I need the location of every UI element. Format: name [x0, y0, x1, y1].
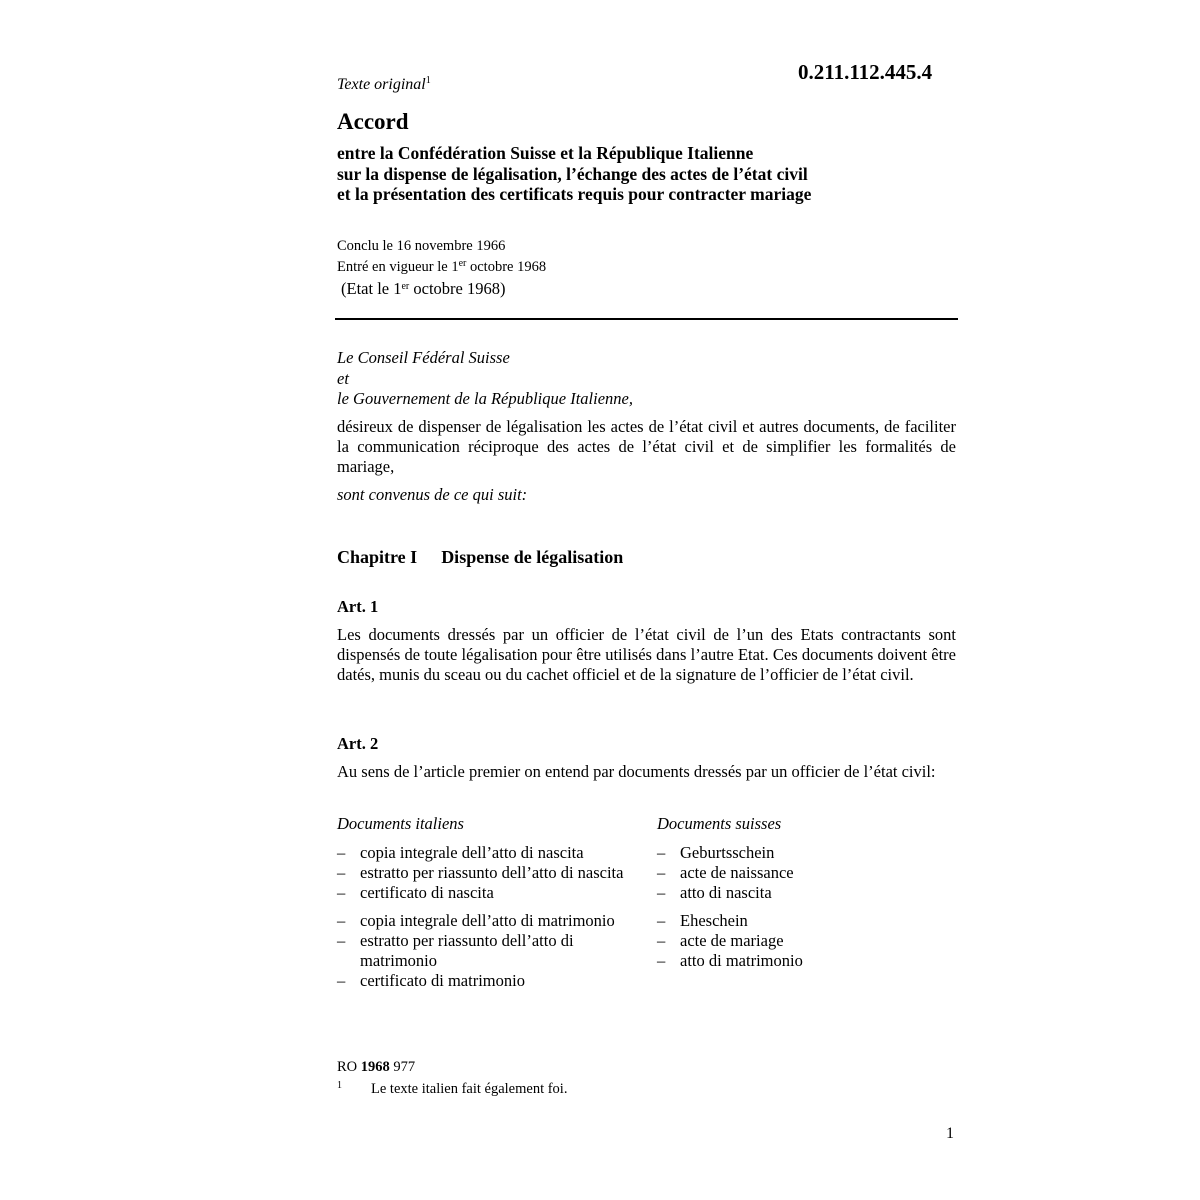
original-text: Texte original: [337, 76, 426, 93]
status-suffix: octobre 1968): [409, 279, 506, 298]
list-dash: –: [657, 931, 666, 950]
preamble-party-1: Le Conseil Fédéral Suisse: [337, 348, 510, 367]
footnote-text: Le texte italien fait également foi.: [371, 1081, 568, 1097]
list-item-text: copia integrale dell’atto di nascita: [360, 843, 584, 862]
list-item: [657, 931, 803, 951]
document-title: Accord: [337, 109, 409, 134]
list-dash: –: [337, 971, 346, 990]
list-item-continuation: [337, 951, 623, 971]
list-item: [337, 863, 623, 883]
list-item: [337, 971, 623, 991]
document-subtitle: [337, 143, 811, 205]
list-item-text: estratto per riassunto dell’atto di: [360, 931, 574, 950]
preamble-party-2: le Gouvernement de la République Italienne,: [337, 389, 633, 408]
list-item-text: acte de naissance: [680, 863, 794, 882]
list-item-text: Geburtsschein: [680, 843, 775, 862]
swiss-documents-heading: Documents suisses: [657, 814, 782, 833]
list-item: [337, 911, 623, 931]
chapter-title: Dispense de légalisation: [441, 547, 624, 567]
list-item-text: atto di matrimonio: [680, 951, 803, 970]
list-dash: –: [337, 883, 346, 902]
footnote-number: 1: [337, 1080, 342, 1091]
list-item: [657, 863, 803, 883]
subtitle-line: et la présentation des certificats requis pour contracter mariage: [337, 184, 812, 204]
list-item: [657, 951, 803, 971]
article-1-text: Les documents dressés par un officier de l’état civil de l’un des Etats contractants sont dispensés de toute légalisation pour être utilisés dans l’autre Etat. Ces documents doivent être datés, munis du sceau ou du cachet officiel et de la signature de l’officier de l’état civil.: [337, 625, 956, 684]
list-dash: –: [337, 843, 346, 862]
footnote-1: [337, 1080, 567, 1098]
status-sup: er: [401, 281, 410, 292]
page-number: 1: [946, 1125, 954, 1142]
in-force-suffix: octobre 1968: [466, 259, 547, 275]
list-item: [337, 931, 623, 951]
preamble-agreement: sont convenus de ce qui suit:: [337, 485, 528, 504]
list-dash: –: [337, 911, 346, 930]
official-compilation-reference: [337, 1059, 415, 1076]
subtitle-line: entre la Confédération Suisse et la République Italienne: [337, 143, 754, 163]
italian-documents-column: [337, 814, 623, 991]
list-item: [337, 883, 623, 903]
list-item-text: estratto per riassunto dell’atto di nascita: [360, 863, 624, 882]
subtitle-line: sur la dispense de légalisation, l’échange des actes de l’état civil: [337, 163, 808, 184]
preamble-text: désireux de dispenser de légalisation les actes de l’état civil et autres documents, de faciliter la communication réciproque des actes de l’état civil et de simplifier les formalités de mariage,: [337, 417, 956, 476]
ro-year: 1968: [360, 1059, 390, 1075]
list-dash: –: [657, 863, 666, 882]
list-item: [657, 843, 803, 863]
list-item: [657, 911, 803, 931]
list-item: [657, 883, 803, 903]
list-item-text: acte de mariage: [680, 931, 784, 950]
preamble-conjunction: et: [337, 369, 349, 388]
original-text-label: [337, 75, 431, 94]
list-dash: –: [337, 931, 346, 950]
list-item-text: certificato di matrimonio: [360, 971, 525, 990]
entry-into-force-date: [337, 255, 546, 276]
list-dash: –: [657, 883, 666, 902]
list-dash: –: [337, 863, 346, 882]
ro-page: 977: [389, 1059, 416, 1075]
footnote-reference[interactable]: 1: [425, 75, 431, 86]
list-dash: –: [657, 843, 666, 862]
list-item: [337, 843, 623, 863]
ro-prefix: RO: [337, 1059, 361, 1075]
status-prefix: (Etat le 1: [341, 279, 402, 298]
systematic-number: 0.211.112.445.4: [798, 60, 933, 84]
article-2-heading: Art. 2: [337, 734, 379, 753]
italian-documents-heading: Documents italiens: [337, 814, 464, 833]
list-item-text: atto di nascita: [680, 883, 772, 902]
list-item-text: matrimonio: [360, 951, 437, 970]
chapter-number: Chapitre I: [337, 547, 418, 567]
list-item-text: certificato di nascita: [360, 883, 494, 902]
in-force-sup: er: [458, 258, 467, 269]
list-item-text: copia integrale dell’atto di matrimonio: [360, 911, 615, 930]
concluded-date: Conclu le 16 novembre 1966: [337, 238, 506, 254]
header-divider: [335, 318, 958, 320]
article-2-text: Au sens de l’article premier on entend par documents dressés par un officier de l’état civil:: [337, 762, 936, 781]
swiss-documents-column: [657, 814, 803, 971]
status-date: [341, 279, 506, 299]
chapter-heading: [337, 547, 623, 568]
list-item-text: Eheschein: [680, 911, 748, 930]
article-1-heading: Art. 1: [337, 597, 379, 616]
in-force-prefix: Entré en vigueur le 1: [337, 259, 459, 275]
date-block: [337, 238, 546, 276]
list-dash: –: [657, 911, 666, 930]
list-dash: –: [657, 951, 666, 970]
